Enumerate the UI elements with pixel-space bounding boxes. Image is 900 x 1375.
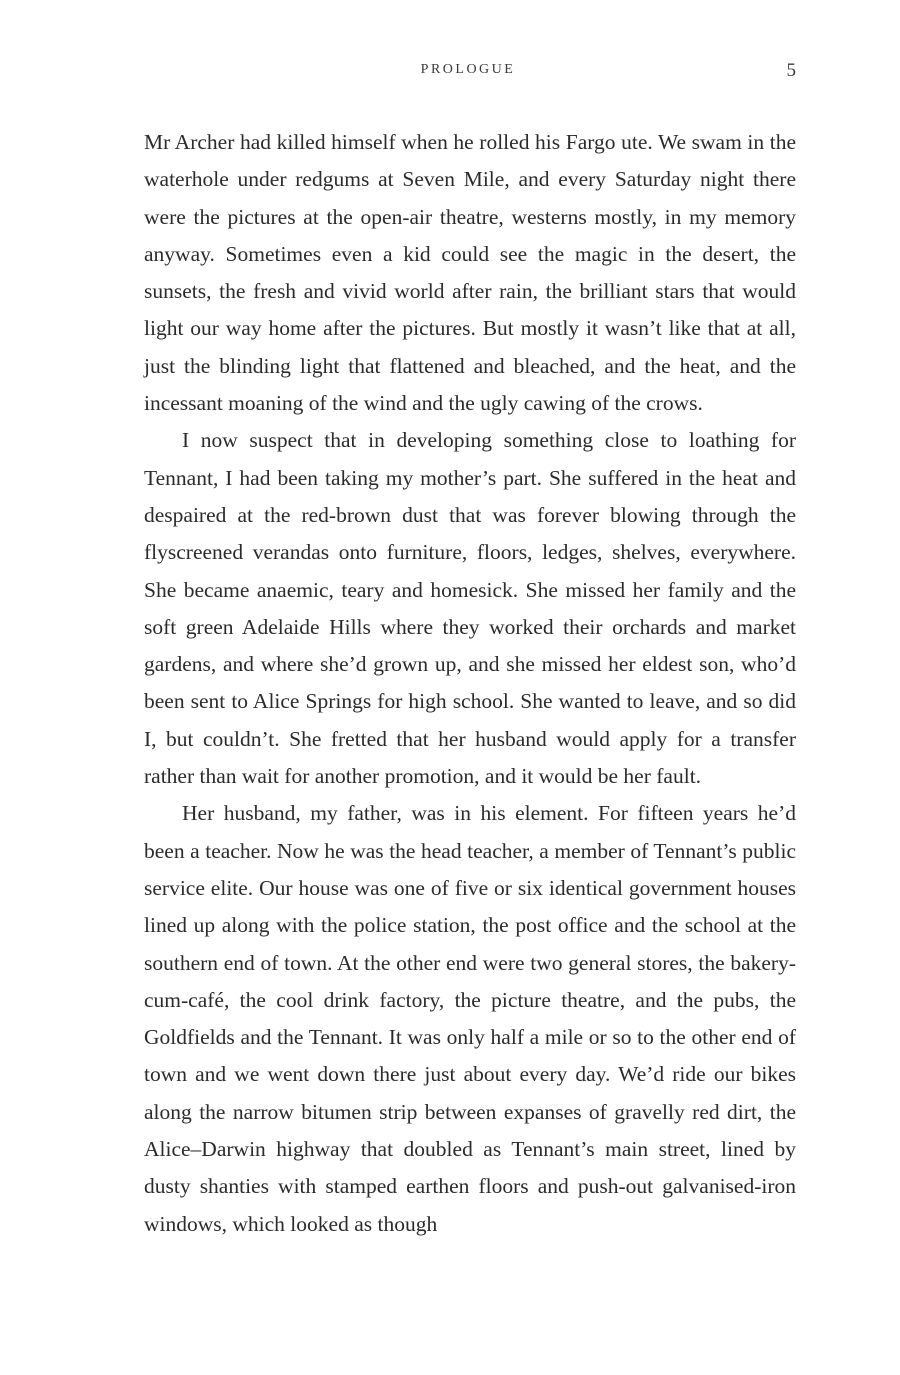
page-number: 5: [786, 60, 796, 81]
paragraph-3: Her husband, my father, was in his element. For fifteen years he’d been a teacher. Now he was the head teacher, a member of Tennant’s public service elite. Our house was one of five or six identical government houses lined up along with the police station, the post office and the school at the southern end of town. At the other end were two general stores, the bakery-cum-café, the cool drink factory, the picture theatre, and the pubs, the Goldfields and the Tennant. It was only half a mile or so to the other end of town and we went down there just about every day. We’d ride our bikes along the narrow bitumen strip between expanses of gravelly red dirt, the Alice–Darwin highway that doubled as Tennant’s main street, lined by dusty shanties with stamped earthen floors and push-out galvanised-iron windows, which looked as though: [144, 801, 796, 1236]
running-head: [0, 60, 900, 84]
running-title: PROLOGUE: [420, 62, 516, 77]
paragraph-2: I now suspect that in developing something close to loathing for Tennant, I had been taking my mother’s part. She suffered in the heat and despaired at the red-brown dust that was forever blowing through the flyscreened verandas onto furniture, floors, ledges, shelves, everywhere. She became anaemic, teary and homesick. She missed her family and the soft green Adelaide Hills where they worked their orchards and market gardens, and where she’d grown up, and she missed her eldest son, who’d been sent to Alice Springs for high school. She wanted to leave, and so did I, but couldn’t. She fretted that her husband would apply for a transfer rather than wait for another promotion, and it would be her fault.: [144, 428, 796, 789]
paragraph-1: Mr Archer had killed himself when he rolled his Fargo ute. We swam in the waterhole under redgums at Seven Mile, and every Saturday night there were the pictures at the open-air theatre, westerns mostly, in my memory anyway. Sometimes even a kid could see the magic in the desert, the sunsets, the fresh and vivid world after rain, the brilliant stars that would light our way home after the pictures. But mostly it wasn’t like that at all, just the blinding light that flattened and bleached, and the heat, and the incessant moaning of the wind and the ugly cawing of the crows.: [144, 130, 796, 416]
body-text: [144, 124, 796, 1243]
